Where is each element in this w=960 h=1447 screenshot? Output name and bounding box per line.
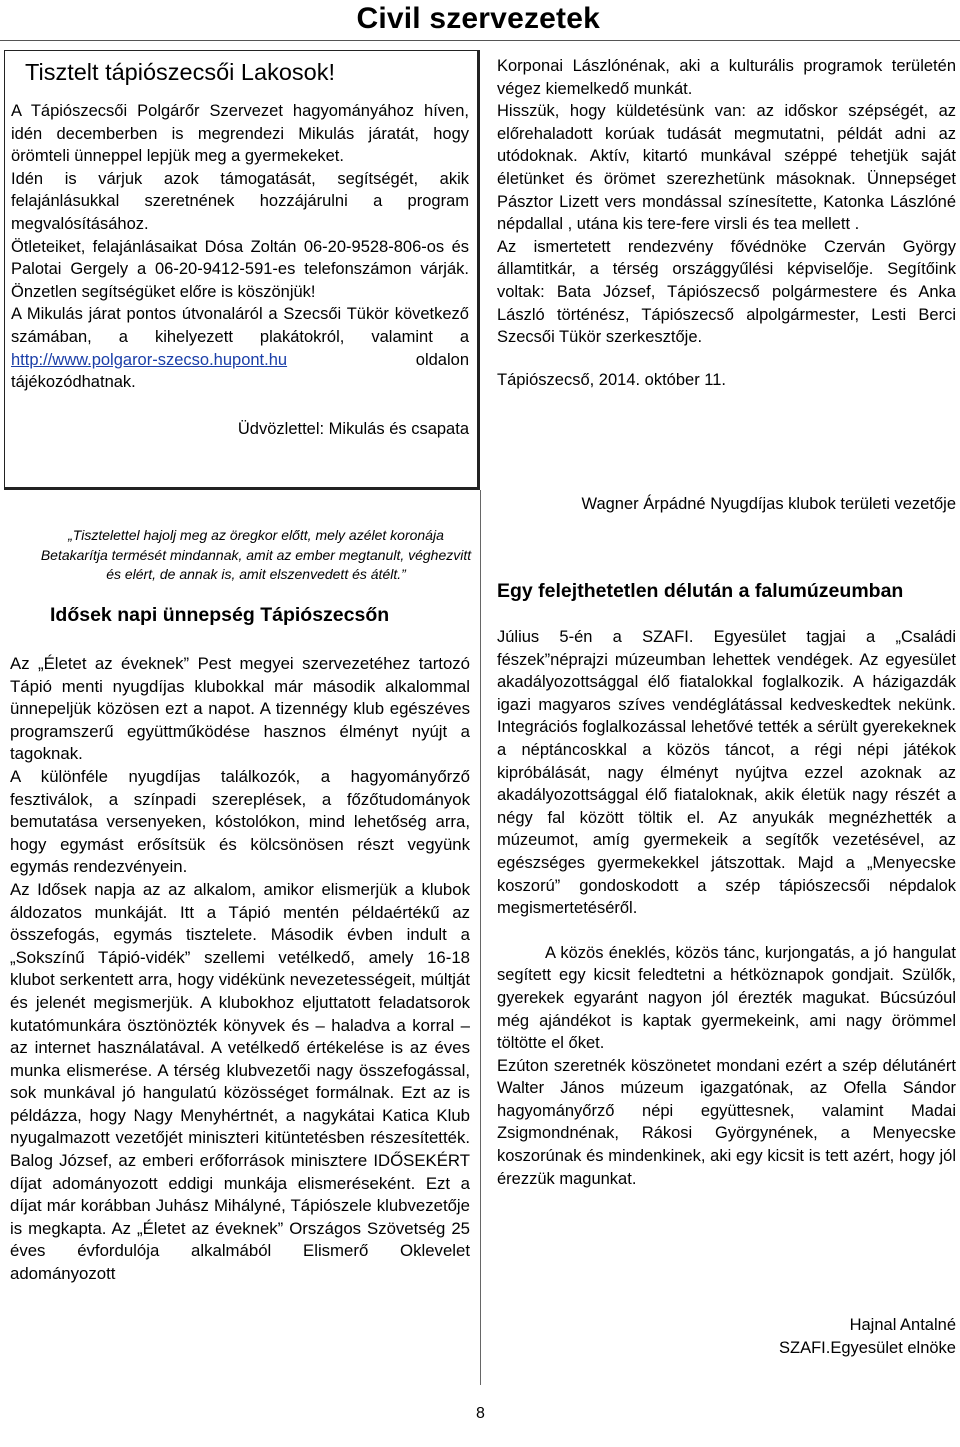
announcement-paragraph: Idén is várjuk azok támogatását, segítségét, akik felajánlásukkal szeretnének hozzájárulni a program megvalósításához.: [11, 169, 469, 233]
left-article-body: [10, 653, 470, 1286]
announcement-text: A Mikulás járat pontos útvonaláról a Szecsői Tükör következő számában, a kihelyezett plakátokról, valamint a: [11, 305, 469, 346]
right-article-signature: [700, 1314, 956, 1360]
page-number: 8: [476, 1405, 485, 1422]
article-paragraph: A közös éneklés, közös tánc, kurjongatás, a jó hangulat segített egy kicsit feledtetni a hétköznapok gondjait. Szülők, gyerekek egyaránt nagyon jól érezték magukat. Búcsúzóul még ajándékot is kaptak gyermekeink, ami nagy örömmel töltötte el őket.: [497, 943, 956, 1053]
signature-text: Wagner Árpádné Nyugdíjas klubok területi vezetője: [581, 495, 956, 513]
article-date: Tápiószecső, 2014. október 11.: [497, 370, 727, 389]
announcement-title: Tisztelt tápiószecsői Lakosok!: [25, 59, 335, 85]
header-rule: [0, 40, 960, 41]
article-paragraph: Július 5-én a SZAFI. Egyesület tagjai a „Családi fészek”néprajzi múzeumban lehettek vendégek. Az egyesület akadályozottsággal élő fiatalokkal foglalkozik. A házigazdák igazi magyaros szíves vendéglátással kedveskedtek nekünk. Integrációs foglalkozással lehetővé tették a sérült gyerekeknek a néptáncoskkal a közös táncot, a régi népi játékok kipróbálását, nagy élményt nyújtva ezzel azoknak az akadályozottsággal élő fiataloknak, akik életük nagy részét a négy fal között töltik el. Az anyukák megnézhették a múzeumot, amíg gyermekeik a segítők vezetésével, az egészséges gyermekekkel játszottak. Majd a „Menyecske koszorú” gondoskodott a szép tápiószecsői népdalok megismertetéséről.: [497, 628, 956, 918]
announcement-signature: Üdvözlettel: Mikulás és csapata: [237, 419, 469, 438]
announcement-paragraph: [11, 303, 469, 393]
signature-org: SZAFI.Egyesület elnöke: [778, 1339, 956, 1357]
page-header-title: Civil szervezetek: [356, 2, 600, 35]
announcement-text: oldalon tájékozódhatnak.: [11, 350, 469, 392]
announcement-box: [4, 50, 480, 490]
right-top-text: [497, 55, 956, 391]
announcement-paragraph: Ötleteiket, felajánlásaikat Dósa Zoltán 06-20-9528-806-os és Palotai Gergely a 06-20-9412-591-es telefonszámon várják. Önzetlen segítségüket előre is köszönjük!: [11, 237, 469, 301]
left-article-title: Idősek napi ünnepség Tápiószecsőn: [50, 604, 390, 626]
right-top-signature: [497, 493, 956, 516]
article-paragraph: Ezúton szeretnék köszönetet mondani ezért a szép délutánért Walter János múzeum igazgatónak, az Ofella Sándor hagyományőrző népi együttesnek, valamint Madai Zsigmondnénak, Rákosi Györgynének, a Menyecske koszorúnak és mindenkinek, aki egy kicsit is tett azért, hogy jól érezzük magunkat.: [497, 1056, 956, 1188]
article-paragraph: Az „Életet az éveknek” Pest megyei szervezetéhez tartozó Tápió menti nyugdíjas klubokkal már második alkalommal ünnepeljük közösen ezt a napot. A tizennégy klub egészéves programszerű együttműködése hasznos élményt nyújt a tagoknak.: [10, 654, 470, 764]
right-article-body: [497, 626, 956, 1190]
signature-name: Hajnal Antalné: [849, 1316, 956, 1334]
article-paragraph: A különféle nyugdíjas találkozók, a hagyományőrző fesztiválok, a színpadi szereplések, a főzőtudományok bemutatása versenyeken, kóstolókon, mind lehetőség arra, hogy egymást erősítsük és kölcsönösen részt vegyünk egymás rendezvényein.: [10, 766, 470, 877]
article-paragraph: Az Idősek napja az az alkalom, amikor elismerjük a klubok áldozatos munkáját. Itt a Tápió mentén példaértékű az összefogás, egymás tisztelete. Második évben indult a „Sokszínű Tápió-vidék” szellemi vetélkedő, amely 16-18 klubot serkentett arra, hogy vidékünk nevezetességeit, múltját és jelenét megismerjük. A klubokhoz eljuttatott feladatsorok kutatómunkára ösztönözték könyvek és – haladva a korral – az internet használatával. A vetélkedő értékelése is az éves munka elismerése. A térség klubvezetői nagy összefogással, sok munkával jó hangulatú közösséget formálnak. Ezt az is példázza, hogy Nagy Menyhértnét, a nagykátai Katica Klub nyugalmazott vezetőjét miniszteri kitüntetésben részesítették. Balog József, az emberi erőforrások minisztere IDŐSEKÉRT díjat adományozott eddigi munkája elismeréseként. Ezt a díjat már korábban Juhász Mihályné, Tápiószele klubvezetője is megkapta. Az „Életet az éveknek” Országos Szövetség 25 éves évfordulója alkalmából Elismerő Oklevelet adományozott: [10, 879, 470, 1284]
article-paragraph: Hisszük, hogy küldetésünk van: az időskor szépségét, az előrehaladott korúak tudását megmutatni, példát adni az utódoknak. Aktív, kitartó munkával széppé tehetjük saját életünket és örömet szerezhetünk másoknak. Ünnepséget Pásztor Lizett vers mondással színesítette, Katonka Lászlóné népdallal , utána kis tere-fere virsli és tea mellett .: [497, 102, 956, 234]
article-paragraph: Az ismertetett rendezvény fővédnöke Czerván György államtitkár, a térség országgyűlési képviselője. Segítőink voltak: Bata József, Tápiószecső polgármestere és Anka László történész, Tápiószecső alpolgármester, Lesti Berci Szecsői Tükör szerkesztője.: [497, 237, 956, 347]
quote: „Tisztelettel hajolj meg az öregkor előtt, mely azélet koronája Betakarítja termését mindannak, amit az ember megtanult, véghezvitt és elért, de annak is, amit elszenvedett és átélt.”: [40, 527, 472, 582]
column-divider: [480, 490, 481, 1385]
announcement-paragraph: A Tápiószecsői Polgárőr Szervezet hagyományához híven, idén decemberben is megrendezi Mikulás járatát, hogy örömteli ünneppel lepjük meg a gyermekeket.: [11, 102, 469, 166]
right-article-title: Egy felejthetetlen délután a falumúzeumban: [497, 580, 904, 602]
website-link[interactable]: http://www.polgaror-szecso.hupont.hu: [11, 350, 288, 369]
article-paragraph: Korponai Lászlónénak, aki a kulturális programok területén végez kiemelkedő munkát.: [497, 57, 956, 98]
